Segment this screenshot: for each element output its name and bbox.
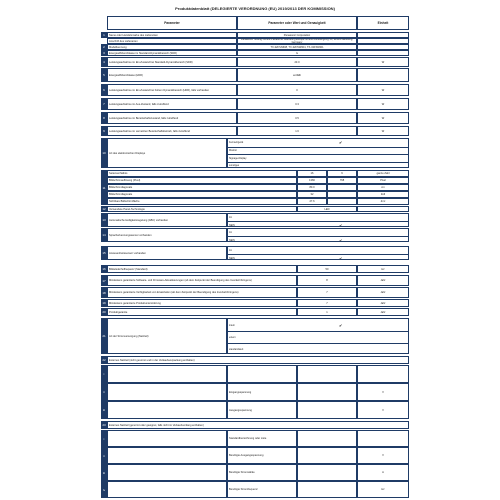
psu-sub-row (101, 481, 409, 498)
row-label: Ausgangsspannung (227, 401, 297, 419)
row-size (101, 170, 409, 205)
yes-no-options (227, 246, 409, 260)
size-value-a: 1366 (297, 177, 327, 184)
row-unit (357, 68, 409, 82)
support-row (101, 308, 409, 316)
row-number: 15 (101, 246, 107, 260)
checkmark-icon: ✔ (339, 322, 343, 328)
option-label: JA (229, 216, 232, 219)
row-label: Anwesenheitssensor vorhanden (107, 246, 227, 260)
row-number: 9 (101, 126, 107, 136)
row-number: i (101, 365, 107, 383)
row-number: 11 (101, 170, 107, 205)
refresh-value: 50 (297, 265, 357, 273)
row-number: 13 (101, 213, 107, 227)
display-type-options (227, 138, 409, 168)
row-unit: Hz (357, 481, 409, 498)
data-row (101, 50, 409, 56)
row-label: Spracherkennungssensor vorhanden (107, 228, 227, 242)
row-label: Externes Netzteil (nicht genormt und in der Verkaufsverpackung enthalten) (107, 356, 409, 364)
row-value: Panasonic Testing Centre Panasonic Marketing Europe GmbH Winsbergring 15, 22525 Hamburg, Germany (237, 38, 357, 44)
row-label: Benötigte Ausgangsspannung (227, 447, 297, 464)
row-unit: V (357, 447, 409, 464)
checkmark-icon: ✔ (339, 237, 343, 242)
row-number: i (101, 430, 107, 447)
size-row (101, 198, 409, 205)
size-label: Sichtbare Bildschirmfläche (107, 198, 297, 205)
row-label: Automatische Helligkeitsregelung (ABC) vorhanden (107, 213, 227, 227)
row-label: Leistungsaufnahme im Ein-Zustand bei hohem Dynamikbereich (HDR), falls vorhanden (107, 84, 237, 96)
option-label: JA (229, 249, 232, 252)
value-cell (297, 430, 357, 447)
row-unit: W (357, 84, 409, 96)
size-unit: ganze Zahl (357, 170, 409, 177)
row-unit (357, 50, 409, 56)
row-label: Name oder Handelsmarke des Lieferanten (107, 32, 237, 38)
option-label: intern (229, 323, 235, 327)
row-label: Produktgarantie (107, 308, 297, 316)
row-value: G (237, 50, 357, 56)
row-value: 1 (297, 308, 357, 316)
psu-sub-row (101, 430, 409, 447)
value-cell (297, 401, 357, 419)
row-number: 4 (101, 57, 107, 67)
row-unit: Jahr (357, 287, 409, 298)
option-label: NEIN (229, 223, 235, 227)
row-number: ii (101, 383, 107, 401)
row-label: Benötigte Stromstärke (227, 464, 297, 481)
row-value: 7 (297, 299, 357, 307)
option-row (228, 254, 408, 260)
value-cell (297, 365, 357, 383)
blank-cell (107, 447, 227, 464)
size-unit: Pixel (357, 177, 409, 184)
option-label: JA (229, 231, 232, 234)
row-number: 6 (101, 84, 107, 96)
size-value-b (327, 191, 357, 198)
row-value: 0.5 (237, 112, 357, 124)
row-label: Mindestens garantierte Verfügbarkeit von Ersatzteilen (ab dem Zeitpunkt der Beendigung des Inverkehrbringens) (107, 287, 297, 298)
data-row (101, 84, 409, 96)
checkmark-icon: ✔ (339, 222, 343, 227)
data-row (101, 112, 409, 124)
row-presence (101, 246, 409, 260)
support-row (101, 287, 409, 298)
size-value-b: 768 (327, 177, 357, 184)
size-value-a: 27.6 (297, 198, 327, 205)
row-number: iii (101, 401, 107, 419)
size-value-b (327, 184, 357, 191)
option-label: Monitor (229, 149, 237, 153)
row-label: Art des elektronischen Displays (107, 138, 227, 168)
psu-sub-row (101, 401, 409, 419)
row-number: ii (101, 447, 107, 464)
blank-cell (107, 430, 227, 447)
value-cell (297, 383, 357, 401)
option-label: Fernsehgerät (229, 141, 244, 145)
psu-options (227, 318, 409, 354)
row-number: 21 (101, 318, 107, 354)
value-cell (297, 447, 357, 464)
row-number: 20 (102, 310, 106, 314)
size-value-a: 16 (297, 170, 327, 177)
row-value: 0 (237, 84, 357, 96)
row-label: Verwendete Panel-Technologie (107, 206, 297, 212)
row-number: 2 (101, 44, 107, 50)
row-number: 16 (102, 267, 106, 271)
document-title: Produktdatenblatt (DELEGIERTE VERORDNUNG (EU) 2019/2013 DER KOMMISSION) (175, 6, 335, 11)
row-unit: W (357, 98, 409, 110)
psu-sub-row (101, 365, 409, 383)
row-number: 17 (101, 275, 107, 286)
data-row (101, 98, 409, 110)
row-arl (101, 213, 409, 227)
row-unit: Jahr (357, 299, 409, 307)
size-unit: Zoll (357, 191, 409, 198)
row-label: Benötigte Stromfrequenz (227, 481, 297, 498)
row-value: 8 (297, 275, 357, 286)
size-row (101, 170, 409, 177)
row-value: entfällt (237, 68, 357, 82)
row-number: 3 (101, 50, 107, 56)
row-display-type (101, 138, 409, 168)
blank-cell (107, 464, 227, 481)
row-label: Eingangsspannung (227, 383, 297, 401)
row-number: 22 (102, 358, 106, 362)
row-unit (357, 430, 409, 447)
option-row (228, 236, 408, 242)
row-number: 23 (102, 423, 106, 427)
option-label: extern (229, 336, 236, 339)
checkmark-icon: ✔ (339, 255, 343, 260)
row-value: 7 (297, 287, 357, 298)
row-unit: Jahr (357, 308, 409, 316)
option-label: Signage-Display (229, 156, 247, 160)
row-standard-psu (101, 421, 409, 429)
support-row (101, 299, 409, 307)
row-unit: W (357, 57, 409, 67)
option-label: NEIN (229, 238, 235, 242)
row-number: iii (101, 464, 107, 481)
header-unit: Einheit (357, 16, 409, 30)
row-number: 5 (101, 68, 107, 82)
size-value-a: 80.0 (297, 184, 327, 191)
size-row (101, 177, 409, 184)
row-label: Standardbezeichnung oder Liste (227, 430, 297, 447)
blank-cell (107, 383, 227, 401)
row-number: 19 (102, 301, 106, 305)
row-label: Energieeffizienzklasse (HDR) (107, 68, 237, 82)
value-cell (297, 464, 357, 481)
row-label: Anschrift des Lieferanten (107, 38, 237, 44)
row-unit: V (357, 383, 409, 401)
size-label: Bildschirmdiagonale (107, 184, 297, 191)
refresh-unit: Hz (357, 265, 409, 273)
panel-value: LED (297, 206, 357, 212)
row-number: 18 (101, 287, 107, 298)
yes-no-options (227, 228, 409, 242)
row-value: 1.6 (237, 126, 357, 136)
option-label: sonstiges (229, 164, 240, 168)
option-row (228, 154, 408, 162)
row-value: Panasonic Corporation (237, 32, 357, 38)
option-row (228, 247, 408, 254)
option-row (228, 162, 408, 169)
header-parameter: Parameter (107, 16, 237, 30)
support-row (101, 275, 409, 286)
data-row (101, 68, 409, 82)
row-value: TX-32FSN608, TX-32FSW604, TX-32FSN601 (237, 44, 357, 50)
option-row (228, 343, 408, 354)
option-label: standardisiert (229, 348, 244, 351)
row-label: Mindestens garantierte Produktunterstützung (107, 299, 297, 307)
row-unit: W (357, 126, 409, 136)
psu-sub-row (101, 447, 409, 464)
size-label: Bildschirmdiagonale (107, 191, 297, 198)
value-cell (297, 481, 357, 498)
blank-cell (107, 401, 227, 419)
blank-cell (107, 365, 227, 383)
yes-no-options (227, 213, 409, 227)
product-data-sheet (101, 0, 409, 500)
data-row (101, 126, 409, 136)
header-value: Parameter oder Wert und Genauigkeit (237, 16, 357, 30)
row-number: 10 (101, 138, 107, 168)
row-unit: A (357, 464, 409, 481)
psu-sub-row (101, 464, 409, 481)
option-label: NEIN (229, 256, 235, 260)
row-number: 1 (101, 32, 107, 38)
psu-sub-row (101, 383, 409, 401)
row-label: Modellkennung (107, 44, 237, 50)
size-value-b (327, 198, 357, 205)
row-unit: Jahr (357, 275, 409, 286)
row-number: 8 (101, 112, 107, 124)
checkmark-icon: ✔ (339, 140, 343, 146)
size-label: Bildschirmauflösung (Pixel) (107, 177, 297, 184)
option-row (228, 331, 408, 343)
unit-cell (357, 206, 409, 212)
size-value-a: 32 (297, 191, 327, 198)
row-panel (101, 206, 409, 212)
option-row (228, 139, 408, 147)
option-row (228, 229, 408, 236)
size-unit: dm² (357, 198, 409, 205)
row-unit: W (357, 112, 409, 124)
size-value-b: 9 (327, 170, 357, 177)
option-row (228, 214, 408, 221)
data-row (101, 57, 409, 67)
row-label: Mindestens garantierte Software- und Firmware-Aktualisierungen (ab dem Zeitpunkt der Beendigung des Inverkehrbringens) (107, 275, 297, 286)
row-label: Leistungsaufnahme im vernetzten Bereitschaftsbetrieb, falls zutreffend (107, 126, 237, 136)
size-label: Seitenverhältnis (107, 170, 297, 177)
row-label: Leistungsaufnahme im Bereitschaftszustand, falls zutreffend (107, 112, 237, 124)
row-label: Energieeffizienzklasse im Standard-Dynamikbereich (SDR) (107, 50, 237, 56)
row-number: 12 (102, 207, 106, 211)
size-row (101, 184, 409, 191)
row-label: Leistungsaufnahme im Ein-Zustand bei Standard-Dynamikbereich (SDR) (107, 57, 237, 67)
size-unit: cm (357, 184, 409, 191)
row-external-psu (101, 356, 409, 364)
row-number: 7 (101, 98, 107, 110)
row-value: 23.0 (237, 57, 357, 67)
row-refresh (101, 265, 409, 273)
row-label: Leistungsaufnahme im Aus-Zustand, falls zutreffend (107, 98, 237, 110)
row-voice (101, 228, 409, 242)
size-row (101, 191, 409, 198)
row-label: Art der Stromversorgung (Netzteil) (107, 318, 227, 354)
option-row (228, 221, 408, 227)
row-label (227, 365, 297, 383)
row-label: Bildwiederholfrequenz (Standard) (107, 265, 297, 273)
row-unit: V (357, 401, 409, 419)
row-psu (101, 318, 409, 354)
row-unit (357, 365, 409, 383)
row-number: iv (101, 481, 107, 498)
option-row (228, 319, 408, 331)
row-label: Externes Netzteil (genormt oder geeignet, falls nicht im Verkaufsumfang enthalten) (107, 421, 409, 429)
row-value: 0.3 (237, 98, 357, 110)
blank-cell (107, 481, 227, 498)
row-number: 14 (101, 228, 107, 242)
option-row (228, 147, 408, 155)
